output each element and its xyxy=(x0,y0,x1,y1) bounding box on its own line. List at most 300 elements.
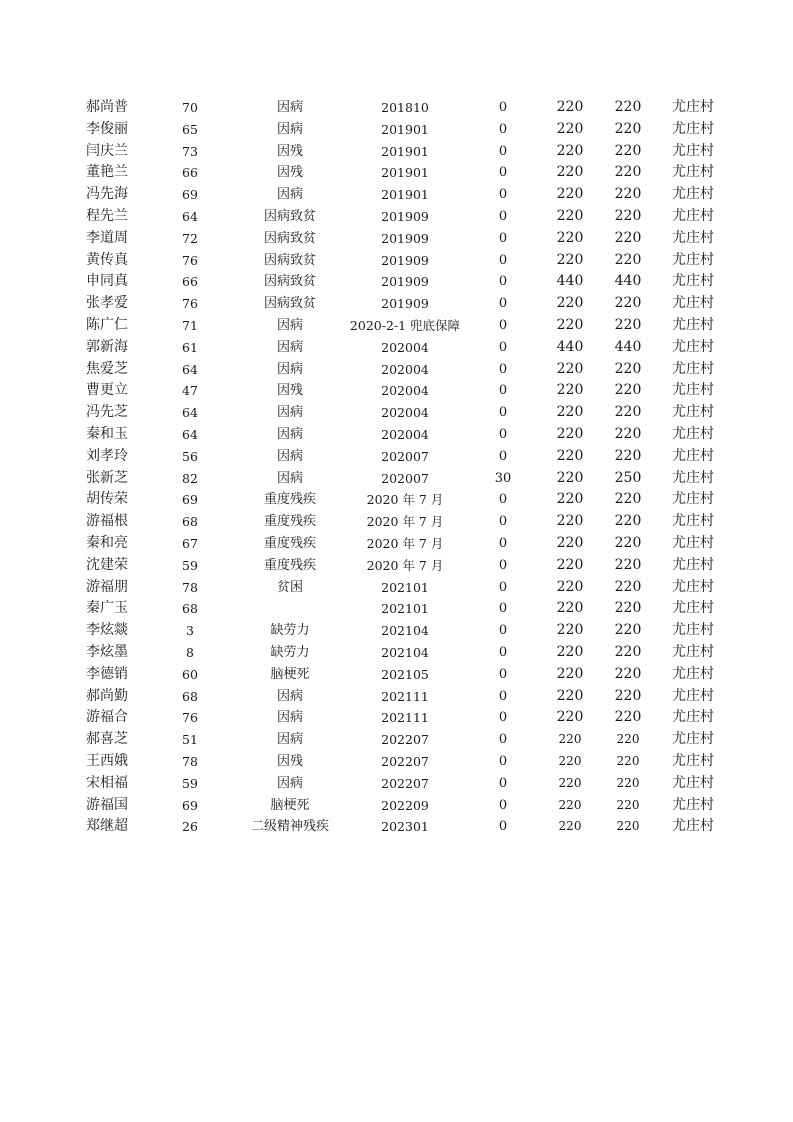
table-row xyxy=(0,686,793,708)
amount-c-cell: 220 xyxy=(614,513,642,530)
village-cell: 尤庄村 xyxy=(672,818,714,835)
amount-a-cell: 0 xyxy=(498,448,508,464)
amount-c-cell: 220 xyxy=(614,687,642,704)
age-cell: 47 xyxy=(182,383,198,399)
amount-c-cell: 220 xyxy=(614,120,642,137)
date-cell: 202004 xyxy=(381,383,429,399)
amount-a-cell: 0 xyxy=(498,710,508,726)
amount-b-cell: 220 xyxy=(556,207,584,224)
name-cell: 申同真 xyxy=(86,273,128,290)
amount-b-cell: 220 xyxy=(558,819,582,834)
amount-c-cell: 220 xyxy=(616,753,640,768)
amount-b-cell: 220 xyxy=(556,382,584,399)
date-cell: 202111 xyxy=(381,710,429,726)
age-cell: 51 xyxy=(182,732,198,748)
reason-cell: 因病 xyxy=(276,405,303,421)
name-cell: 李道周 xyxy=(86,229,128,246)
reason-cell: 因病致贫 xyxy=(263,296,316,312)
name-cell: 郝尚勤 xyxy=(86,687,128,704)
amount-a-cell: 0 xyxy=(498,208,508,224)
reason-cell: 因病 xyxy=(276,688,303,704)
village-cell: 尤庄村 xyxy=(672,295,714,312)
village-cell: 尤庄村 xyxy=(672,796,714,813)
table-row xyxy=(0,533,793,555)
village-cell: 尤庄村 xyxy=(672,207,714,224)
date-cell: 202105 xyxy=(381,666,429,682)
amount-a-cell: 0 xyxy=(498,165,508,181)
table-row xyxy=(0,402,793,424)
date-cell: 2020 年 7 月 xyxy=(366,492,444,508)
village-cell: 尤庄村 xyxy=(672,251,714,268)
name-cell: 游福根 xyxy=(86,513,128,530)
date-cell: 202104 xyxy=(381,644,429,660)
date-cell: 2020 年 7 月 xyxy=(366,557,444,573)
amount-a-cell: 0 xyxy=(498,557,508,573)
table-row xyxy=(0,293,793,315)
amount-b-cell: 220 xyxy=(556,316,584,333)
table-row xyxy=(0,620,793,642)
table-row xyxy=(0,664,793,686)
date-cell: 202111 xyxy=(381,688,429,704)
village-cell: 尤庄村 xyxy=(672,752,714,769)
age-cell: 8 xyxy=(186,644,194,660)
amount-b-cell: 220 xyxy=(556,360,584,377)
reason-cell: 脑梗死 xyxy=(270,666,310,682)
amount-b-cell: 220 xyxy=(556,600,584,617)
date-cell: 201909 xyxy=(381,274,429,290)
amount-b-cell: 220 xyxy=(558,732,582,747)
date-cell: 2020 年 7 月 xyxy=(366,514,444,530)
village-cell: 尤庄村 xyxy=(672,578,714,595)
table-row xyxy=(0,250,793,272)
reason-cell: 因病 xyxy=(276,317,303,333)
date-cell: 201901 xyxy=(381,121,429,137)
village-cell: 尤庄村 xyxy=(672,513,714,530)
age-cell: 70 xyxy=(182,100,198,115)
date-cell: 202104 xyxy=(381,623,429,639)
village-cell: 尤庄村 xyxy=(672,447,714,464)
reason-cell: 因病 xyxy=(276,775,303,791)
amount-a-cell: 0 xyxy=(498,819,508,835)
age-cell: 66 xyxy=(182,165,198,181)
table-row xyxy=(0,577,793,599)
village-cell: 尤庄村 xyxy=(672,534,714,551)
age-cell: 73 xyxy=(182,143,198,159)
village-cell: 尤庄村 xyxy=(672,186,714,203)
reason-cell: 因病 xyxy=(276,732,303,748)
table-row xyxy=(0,271,793,293)
date-cell: 202101 xyxy=(381,579,429,595)
age-cell: 59 xyxy=(182,557,198,573)
amount-b-cell: 440 xyxy=(556,338,584,355)
village-cell: 尤庄村 xyxy=(672,316,714,333)
table-row xyxy=(0,555,793,577)
amount-a-cell: 0 xyxy=(498,274,508,290)
amount-a-cell: 0 xyxy=(498,732,508,748)
age-cell: 60 xyxy=(182,666,198,682)
amount-b-cell: 220 xyxy=(556,469,584,486)
amount-b-cell: 440 xyxy=(556,273,584,290)
age-cell: 64 xyxy=(182,426,198,442)
amount-c-cell: 220 xyxy=(614,600,642,617)
amount-a-cell: 0 xyxy=(498,252,508,268)
amount-b-cell: 220 xyxy=(556,425,584,442)
amount-c-cell: 220 xyxy=(614,316,642,333)
date-cell: 201909 xyxy=(381,296,429,312)
name-cell: 游福朋 xyxy=(86,578,128,595)
name-cell: 李炫燚 xyxy=(86,622,128,639)
amount-c-cell: 220 xyxy=(614,578,642,595)
date-cell: 202004 xyxy=(381,339,429,355)
amount-a-cell: 0 xyxy=(498,688,508,704)
name-cell: 郑继超 xyxy=(86,818,128,835)
table-row xyxy=(0,642,793,664)
village-cell: 尤庄村 xyxy=(672,382,714,399)
amount-c-cell: 220 xyxy=(614,207,642,224)
reason-cell: 因病致贫 xyxy=(263,252,316,268)
name-cell: 冯先芝 xyxy=(86,404,128,421)
date-cell: 202004 xyxy=(381,361,429,377)
age-cell: 64 xyxy=(182,405,198,421)
amount-c-cell: 220 xyxy=(616,775,640,790)
age-cell: 76 xyxy=(182,710,198,726)
amount-b-cell: 220 xyxy=(556,251,584,268)
amount-a-cell: 0 xyxy=(498,623,508,639)
amount-c-cell: 220 xyxy=(614,142,642,159)
amount-a-cell: 0 xyxy=(498,230,508,246)
table-row xyxy=(0,795,793,817)
village-cell: 尤庄村 xyxy=(672,425,714,442)
age-cell: 59 xyxy=(182,775,198,791)
amount-b-cell: 220 xyxy=(556,142,584,159)
date-cell: 201909 xyxy=(381,252,429,268)
age-cell: 69 xyxy=(182,187,198,203)
amount-c-cell: 220 xyxy=(614,360,642,377)
date-cell: 202209 xyxy=(381,797,429,813)
date-cell: 2020 年 7 月 xyxy=(366,535,444,551)
age-cell: 66 xyxy=(182,274,198,290)
table-row xyxy=(0,337,793,359)
village-cell: 尤庄村 xyxy=(672,273,714,290)
reason-cell: 因病 xyxy=(276,121,303,137)
amount-a-cell: 0 xyxy=(498,100,508,115)
name-cell: 游福国 xyxy=(86,796,128,813)
amount-a-cell: 0 xyxy=(498,143,508,159)
village-cell: 尤庄村 xyxy=(672,338,714,355)
name-cell: 张孝爱 xyxy=(86,295,128,312)
amount-a-cell: 0 xyxy=(498,579,508,595)
age-cell: 65 xyxy=(182,121,198,137)
amount-a-cell: 0 xyxy=(498,797,508,813)
amount-c-cell: 220 xyxy=(614,665,642,682)
amount-a-cell: 0 xyxy=(498,361,508,377)
age-cell: 78 xyxy=(182,753,198,769)
amount-a-cell: 30 xyxy=(494,470,512,486)
amount-b-cell: 220 xyxy=(556,229,584,246)
village-cell: 尤庄村 xyxy=(672,556,714,573)
table-row xyxy=(0,206,793,228)
date-cell: 201901 xyxy=(381,165,429,181)
amount-c-cell: 440 xyxy=(614,273,642,290)
reason-cell: 因病 xyxy=(276,470,303,486)
reason-cell: 贫困 xyxy=(276,579,303,595)
name-cell: 秦和亮 xyxy=(86,534,128,551)
date-cell: 202207 xyxy=(381,775,429,791)
reason-cell: 因病 xyxy=(276,339,303,355)
reason-cell: 因残 xyxy=(276,383,303,399)
reason-cell: 重度残疾 xyxy=(263,492,316,508)
name-cell: 郝喜芝 xyxy=(86,731,128,748)
name-cell: 秦广玉 xyxy=(86,600,128,617)
date-cell: 202007 xyxy=(381,448,429,464)
name-cell: 张新芝 xyxy=(86,469,128,486)
amount-a-cell: 0 xyxy=(498,426,508,442)
amount-a-cell: 0 xyxy=(498,405,508,421)
name-cell: 黄传真 xyxy=(86,251,128,268)
age-cell: 67 xyxy=(182,535,198,551)
amount-b-cell: 220 xyxy=(556,622,584,639)
name-cell: 刘孝玲 xyxy=(86,447,128,464)
amount-b-cell: 220 xyxy=(556,99,584,115)
age-cell: 61 xyxy=(182,339,198,355)
name-cell: 郝尚普 xyxy=(86,99,128,115)
amount-a-cell: 0 xyxy=(498,383,508,399)
date-cell: 201909 xyxy=(381,208,429,224)
amount-a-cell: 0 xyxy=(498,535,508,551)
reason-cell: 因病 xyxy=(276,100,303,115)
name-cell: 焦爱芝 xyxy=(86,360,128,377)
name-cell: 冯先海 xyxy=(86,186,128,203)
reason-cell: 重度残疾 xyxy=(263,557,316,573)
reason-cell: 缺劳力 xyxy=(270,644,310,660)
amount-b-cell: 220 xyxy=(558,797,582,812)
reason-cell: 脑梗死 xyxy=(270,797,310,813)
name-cell: 宋相福 xyxy=(86,774,128,791)
table-row xyxy=(0,359,793,381)
amount-b-cell: 220 xyxy=(556,643,584,660)
name-cell: 秦和玉 xyxy=(86,425,128,442)
amount-a-cell: 0 xyxy=(498,317,508,333)
reason-cell: 因病 xyxy=(276,187,303,203)
amount-a-cell: 0 xyxy=(498,753,508,769)
reason-cell: 缺劳力 xyxy=(270,623,310,639)
age-cell: 69 xyxy=(182,797,198,813)
reason-cell: 重度残疾 xyxy=(263,514,316,530)
table-row xyxy=(0,729,793,751)
amount-c-cell: 220 xyxy=(614,382,642,399)
reason-cell: 因病致贫 xyxy=(263,230,316,246)
amount-c-cell: 220 xyxy=(614,229,642,246)
reason-cell: 重度残疾 xyxy=(263,535,316,551)
table-row xyxy=(0,707,793,729)
amount-c-cell: 220 xyxy=(614,622,642,639)
age-cell: 64 xyxy=(182,361,198,377)
amount-a-cell: 0 xyxy=(498,514,508,530)
amount-c-cell: 220 xyxy=(614,186,642,203)
amount-c-cell: 220 xyxy=(614,447,642,464)
age-cell: 76 xyxy=(182,296,198,312)
village-cell: 尤庄村 xyxy=(672,687,714,704)
village-cell: 尤庄村 xyxy=(672,360,714,377)
table-row xyxy=(0,751,793,773)
table-row xyxy=(0,228,793,250)
amount-c-cell: 250 xyxy=(614,469,642,486)
amount-b-cell: 220 xyxy=(556,491,584,508)
table-row xyxy=(0,489,793,511)
date-cell: 202301 xyxy=(381,819,429,835)
amount-a-cell: 0 xyxy=(498,492,508,508)
table-row xyxy=(0,446,793,468)
amount-c-cell: 220 xyxy=(616,797,640,812)
table-row xyxy=(0,773,793,795)
age-cell: 82 xyxy=(182,470,198,486)
name-cell: 李炫墨 xyxy=(86,643,128,660)
amount-c-cell: 220 xyxy=(614,99,642,115)
village-cell: 尤庄村 xyxy=(672,99,714,115)
amount-c-cell: 440 xyxy=(614,338,642,355)
village-cell: 尤庄村 xyxy=(672,164,714,181)
name-cell: 游福合 xyxy=(86,709,128,726)
name-cell: 李俊丽 xyxy=(86,120,128,137)
amount-c-cell: 220 xyxy=(616,819,640,834)
amount-c-cell: 220 xyxy=(614,404,642,421)
amount-a-cell: 0 xyxy=(498,666,508,682)
table-row xyxy=(0,97,793,119)
reason-cell: 因残 xyxy=(276,753,303,769)
reason-cell: 因病致贫 xyxy=(263,208,316,224)
reason-cell: 因病 xyxy=(276,710,303,726)
date-cell: 2020-2-1 兜底保障 xyxy=(349,317,461,333)
age-cell: 71 xyxy=(182,317,198,333)
village-cell: 尤庄村 xyxy=(672,774,714,791)
amount-b-cell: 220 xyxy=(556,687,584,704)
name-cell: 董艳兰 xyxy=(86,164,128,181)
village-cell: 尤庄村 xyxy=(672,665,714,682)
amount-c-cell: 220 xyxy=(616,732,640,747)
amount-c-cell: 220 xyxy=(614,643,642,660)
amount-b-cell: 220 xyxy=(556,404,584,421)
age-cell: 68 xyxy=(182,601,198,617)
reason-cell: 因病 xyxy=(276,448,303,464)
village-cell: 尤庄村 xyxy=(672,229,714,246)
age-cell: 72 xyxy=(182,230,198,246)
amount-c-cell: 220 xyxy=(614,534,642,551)
amount-c-cell: 220 xyxy=(614,295,642,312)
village-cell: 尤庄村 xyxy=(672,142,714,159)
amount-c-cell: 220 xyxy=(614,164,642,181)
name-cell: 陈广仁 xyxy=(86,316,128,333)
age-cell: 68 xyxy=(182,688,198,704)
amount-b-cell: 220 xyxy=(556,665,584,682)
reason-cell: 因病致贫 xyxy=(263,274,316,290)
age-cell: 3 xyxy=(186,623,194,639)
reason-cell: 因残 xyxy=(276,165,303,181)
table-row xyxy=(0,162,793,184)
amount-a-cell: 0 xyxy=(498,187,508,203)
date-cell: 202207 xyxy=(381,732,429,748)
reason-cell: 二级精神残疾 xyxy=(250,819,329,835)
table-row xyxy=(0,598,793,620)
amount-b-cell: 220 xyxy=(556,164,584,181)
amount-a-cell: 0 xyxy=(498,601,508,617)
reason-cell: 因残 xyxy=(276,143,303,159)
age-cell: 68 xyxy=(182,514,198,530)
amount-a-cell: 0 xyxy=(498,121,508,137)
amount-c-cell: 220 xyxy=(614,491,642,508)
table-row xyxy=(0,141,793,163)
amount-b-cell: 220 xyxy=(556,709,584,726)
village-cell: 尤庄村 xyxy=(672,469,714,486)
village-cell: 尤庄村 xyxy=(672,600,714,617)
name-cell: 王西娥 xyxy=(86,752,128,769)
amount-c-cell: 220 xyxy=(614,709,642,726)
age-cell: 64 xyxy=(182,208,198,224)
age-cell: 69 xyxy=(182,492,198,508)
table-row xyxy=(0,380,793,402)
village-cell: 尤庄村 xyxy=(672,404,714,421)
amount-b-cell: 220 xyxy=(556,120,584,137)
name-cell: 沈建荣 xyxy=(86,556,128,573)
village-cell: 尤庄村 xyxy=(672,120,714,137)
amount-a-cell: 0 xyxy=(498,339,508,355)
amount-c-cell: 220 xyxy=(614,425,642,442)
name-cell: 胡传荣 xyxy=(86,491,128,508)
amount-a-cell: 0 xyxy=(498,296,508,312)
data-table xyxy=(0,97,793,838)
date-cell: 202004 xyxy=(381,405,429,421)
table-row xyxy=(0,315,793,337)
table-row xyxy=(0,511,793,533)
date-cell: 201901 xyxy=(381,143,429,159)
age-cell: 26 xyxy=(182,819,198,835)
amount-b-cell: 220 xyxy=(556,295,584,312)
village-cell: 尤庄村 xyxy=(672,731,714,748)
amount-b-cell: 220 xyxy=(556,513,584,530)
name-cell: 程先兰 xyxy=(86,207,128,224)
name-cell: 闫庆兰 xyxy=(86,142,128,159)
age-cell: 78 xyxy=(182,579,198,595)
amount-b-cell: 220 xyxy=(558,753,582,768)
table-row xyxy=(0,424,793,446)
table-row xyxy=(0,184,793,206)
village-cell: 尤庄村 xyxy=(672,491,714,508)
date-cell: 202007 xyxy=(381,470,429,486)
date-cell: 201909 xyxy=(381,230,429,246)
amount-c-cell: 220 xyxy=(614,251,642,268)
village-cell: 尤庄村 xyxy=(672,643,714,660)
date-cell: 201810 xyxy=(381,100,429,115)
age-cell: 76 xyxy=(182,252,198,268)
date-cell: 202004 xyxy=(381,426,429,442)
table-row xyxy=(0,468,793,490)
date-cell: 202101 xyxy=(381,601,429,617)
amount-b-cell: 220 xyxy=(558,775,582,790)
amount-b-cell: 220 xyxy=(556,447,584,464)
village-cell: 尤庄村 xyxy=(672,709,714,726)
date-cell: 202207 xyxy=(381,753,429,769)
amount-b-cell: 220 xyxy=(556,186,584,203)
reason-cell: 因病 xyxy=(276,426,303,442)
table-row xyxy=(0,816,793,838)
amount-a-cell: 0 xyxy=(498,644,508,660)
amount-a-cell: 0 xyxy=(498,775,508,791)
amount-b-cell: 220 xyxy=(556,556,584,573)
name-cell: 李德销 xyxy=(86,665,128,682)
amount-c-cell: 220 xyxy=(614,556,642,573)
name-cell: 郭新海 xyxy=(86,338,128,355)
amount-b-cell: 220 xyxy=(556,534,584,551)
age-cell: 56 xyxy=(182,448,198,464)
